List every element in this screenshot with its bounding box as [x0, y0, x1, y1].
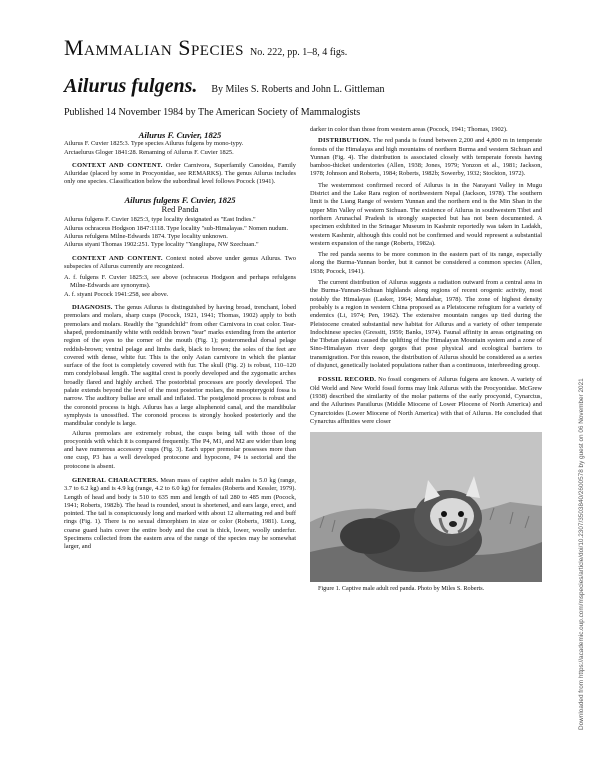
right-column — [310, 126, 542, 594]
genus-synonym: Ailurus F. Cuvier 1825:3. Type species Ailurus fulgens by mono-typy. — [64, 140, 244, 148]
subspecies-entry: A. f. fulgens F. Cuvier 1825:3, see above (ochraceus Hodgson and perhaps refulgens Milne-Edwards are synonyms). — [64, 274, 296, 290]
authors: By Miles S. Roberts and John L. Gittleman — [211, 84, 385, 95]
species-synonym: Ailurus fulgens F. Cuvier 1825:3, type locality designated as "East Indies." — [64, 216, 256, 224]
series-name: Mammalian Species — [64, 35, 244, 60]
diagnosis-paragraph-2: Ailurus premolars are extremely robust, the cusps being tall with those of the procyonids with which it is compared frequently. The P4, M1, and M2 are wider than long and have numerous accessory cusps (Fig. 3). Each upper premolar possesses more than one cusp, P3 has a well developed protocone and hypocone, P4 is sectorial and the protocone is absent. — [64, 429, 296, 470]
red-panda-photo-graphic — [310, 432, 542, 582]
context-heading-2: CONTEXT AND CONTENT. — [72, 254, 163, 262]
context-paragraph-2: CONTEXT AND CONTENT. Context noted above under genus Ailurus. Two subspecies of Ailurus currently are recognized. — [64, 254, 296, 270]
general-paragraph: GENERAL CHARACTERS. Mean mass of captive adult males is 5.0 kg (range, 3.7 to 6.2 kg) and is 4.9 kg (range, 4.2 to 6.0 kg) for females (Roberts and Kessler, 1979). Length of head and body is 510 to 635 mm and length of tail 280 to 485 mm (Pocock, 1941; Roberts, 1982b). The head is rounded, snout is shortened, and ears large, erect, and pointed. The tail is conspicuously long and marked with about 12 alternating red and buff rings (Fig. 1). There is no sexual dimorphism in size or color (Roberts, 1981). Long, coarse guard hairs cover the entire body and the coat is thick, lower, woolly underfur. Specimens collected from the eastern area of the range of the species may be somewhat larger, and — [64, 476, 296, 551]
distribution-paragraph: DISTRIBUTION. The red panda is found between 2,200 and 4,800 m in temperate forests of the Himalayas and high mountains of northern Burma and western Sichuan and Yunnan (Fig. 4). The distribution is associated closely with temperate forests having bamboo-thicket understories (Allen, 1938; Jones, 1979; Yonzon et al., 1981; Jackson, 1978; Johnson and Roberts, 1984; Roberts, 1982b; Sowerby, 1932; Stockton, 1972). — [310, 137, 542, 178]
subspecies-entry: A. f. styani Pocock 1941:258, see above. — [64, 290, 169, 298]
distribution-paragraph-4: The current distribution of Ailurus suggests a radiation outward from a central area in the Burma-Yunnan-Sichuan highlands along regions of recent orogenic activity, most notably the Himalayas (Lasker, 1964; Mandahar, 1978). The zone of highest density probably is a region in western China proposed as a Pleistocene refugium for a variety of endemics (Li, 1974; Pen, 1962). The extensive mountain ranges up tied during the Pleistocene created substantial new habitat for Ailurus and a variety of other temperate Indochinese species (Gressitt, 1959; Banks, 1974). Faunal affinity in areas originating on the Tibetan plateau caused the uplifting of the Himalayan Mountain system and a zone of Sino-Himalayan river deep gorges that pose physical and ecological barriers to transmigration. For this reason, the distribution of Ailurus should be considered as a series of disjunct, genetically isolated populations rather than a continuous, interbreeding group. — [310, 279, 542, 370]
fossil-heading: FOSSIL RECORD. — [318, 376, 377, 384]
distribution-paragraph-3: The red panda seems to be more common in the eastern part of its range, especially along the Burma-Yunnan border, but it cannot be considered a common species (Allen, 1938; Pocock, 1941). — [310, 251, 542, 275]
series-line — [64, 35, 534, 61]
species-synonym: Ailurus ochraceus Hodgson 1847:1118. Type locality "sub-Himalayas." Nomen nudum. — [64, 224, 289, 232]
context-paragraph-1: CONTEXT AND CONTENT. Order Carnivora, Superfamily Canoidea, Family Ailuridae (placed by some in Procyonidae, see REMARKS). The genus Ailurus includes only one species. Classification below the subordinal level follows Pocock (1941). — [64, 161, 297, 186]
genus-synonym: Arctaelurus Gloger 1841:28. Renaming of Ailurus F. Cuvier 1825. — [64, 148, 234, 156]
download-note[interactable]: Downloaded from https://academic.oup.com/mspecies/article/doi/10.2307/3503840/2600578 by guest on 06 November 2021 — [578, 378, 585, 730]
distribution-heading: DISTRIBUTION. — [318, 137, 371, 145]
context-heading: CONTEXT AND CONTENT. — [72, 161, 163, 169]
general-heading: GENERAL CHARACTERS. — [72, 476, 159, 484]
species-heading: Ailurus fulgens F. Cuvier, 1825 — [124, 194, 236, 205]
distribution-paragraph-2: The westernmost confirmed record of Ailurus is in the Narayani Valley in Mugu District and the Lake Rara region of northwestern Nepal (Jackson, 1978). The southern limit is the Liang Range of western Yunnan and the northern end is the Min Shan in the upper Min Valley of western Sichuan. The existence of Ailurus in southwestern Tibet and northern Arunachal Pradesh is strongly suspected but has not been documented. A specimen exhibited in the Srinagar Museum in Kashmir reportedly was taken in Ladakh, western Kashmir, although this could not be confirmed and would represent a substantial western expansion of the range (Roberts, 1982a). — [310, 181, 542, 247]
continued-paragraph: darker in color than those from western areas (Pocock, 1941; Thomas, 1902). — [310, 126, 508, 133]
title-line — [64, 75, 534, 101]
page-header — [64, 35, 534, 118]
species-title: Ailurus fulgens. — [64, 75, 198, 97]
common-name: Red Panda — [161, 204, 199, 215]
diagnosis-heading: DIAGNOSIS. — [72, 304, 113, 312]
series-meta: No. 222, pp. 1–8, 4 figs. — [249, 47, 348, 58]
fossil-paragraph: FOSSIL RECORD. No fossil congeners of Ailurus fulgens are known. A variety of Old World and New World fossil forms may link Ailurus with the Procyonidae. McGrew (1938) described the similarity of the molar patterns of the early procyonid, Cynarctus, and the Ailurines Parailurus (Middle Miocene of Lower Pliocene of North America) and Cynarctoides (Lower Miocene of North America) with that of Ailurus. He concluded that Cynarctus affinities were closer — [310, 376, 542, 425]
publication-line: Published 14 November 1984 by The American Society of Mammalogists — [64, 107, 361, 118]
species-synonym: Ailurus styani Thomas 1902:251. Type locality "Yangliupa, NW Szechuan." — [64, 241, 259, 249]
diagnosis-paragraph: DIAGNOSIS. The genus Ailurus is distinguished by having broad, trenchant, lobed premolars and molars, sharp cusps (Pocock, 1921, 1941; Thomas, 1902) apply to both premolars and molars. Readily the "grandchild" from other Carnivora in coat color. Tear-shaped, predominantly white with reddish brown "tear" marks extending from the anterior region of the eyes to the corner of the mouth (Fig. 1); posteromedial dorsal pelage reddish-brown; ventral pelage and limbs dark, black to brown; the soles of the feet are covered with dense, white fur. This is the only Asian carnivore in which the plantar surface of the foot is completely covered with fur. The skull (Fig. 2) is robust, 110–120 mm condylobasal length. The sagittal crest is poorly developed and the zygomatic arches broadly flared and highly arched. The postorbital processes are poorly developed. The palate extends beyond the level of the most posterior molars, the mesopterygoid fossa is narrow. The auditory bullae are small and inflated. The postglenoid process is robust and the coronoid process is high. Ailurus has a large alisphenoid canal, and the mandibular symphysis is unossified. The coronoid process is strongly hooked posteriorly and the mandibular condyle is large. — [64, 304, 296, 428]
genus-heading: Ailurus F. Cuvier, 1825 — [138, 130, 222, 140]
download-sidebar — [578, 170, 588, 730]
left-column — [64, 128, 296, 553]
red-panda-photo — [310, 432, 542, 582]
figure-caption: Figure 1. Captive male adult red panda. Photo by Miles S. Roberts. — [318, 585, 485, 593]
species-synonym: Ailurus refulgens Milne-Edwards 1874. Type locality unknown. — [64, 232, 228, 240]
